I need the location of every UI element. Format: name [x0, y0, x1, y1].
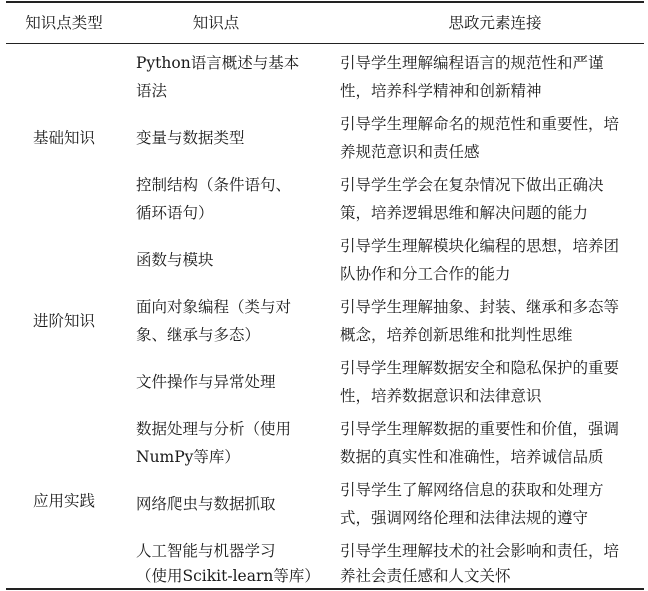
link-line: 策，培养逻辑思维和解决问题的能力 [340, 204, 589, 222]
point-line: 语法 [136, 82, 168, 100]
point-line: 函数与模块 [136, 251, 214, 269]
link-line: 养规范意识和责任感 [340, 143, 480, 161]
link-line: 引导学生理解命名的规范性和重要性，培 [340, 115, 620, 133]
header-point: 知识点 [192, 14, 240, 32]
point-line: NumPy等库） [136, 448, 240, 466]
top-rule [6, 1, 644, 3]
bottom-rule [6, 588, 644, 590]
category-basic: 基础知识 [32, 129, 95, 147]
ideology-table [6, 0, 644, 591]
category-applied: 应用实践 [32, 492, 95, 510]
point-line: 循环语句） [136, 204, 214, 222]
link-line: 引导学生学会在复杂情况下做出正确决 [340, 176, 604, 194]
category-advanced: 进阶知识 [32, 312, 95, 330]
point-line: 面向对象编程（类与对 [136, 298, 292, 316]
point-line: 人工智能与机器学习 [136, 542, 276, 560]
link-line: 引导学生了解网络信息的获取和处理方 [340, 481, 604, 499]
link-line: 引导学生理解数据的重要性和价值，强调 [340, 420, 620, 438]
header-link: 思政元素连接 [448, 14, 542, 32]
link-line: 式，强调网络伦理和法律法规的遵守 [340, 509, 589, 527]
point-line: 变量与数据类型 [136, 129, 245, 147]
link-line: 性，培养科学精神和创新精神 [340, 82, 542, 100]
link-line: 引导学生理解技术的社会影响和责任，培 [340, 542, 620, 560]
link-line: 引导学生理解模块化编程的思想，培养团 [340, 237, 620, 255]
link-line: 引导学生理解抽象、封装、继承和多态等 [340, 298, 620, 316]
point-line: （使用Scikit-learn等库） [136, 567, 320, 585]
point-line: 网络爬虫与数据抓取 [136, 495, 276, 513]
point-line: 文件操作与异常处理 [136, 373, 276, 391]
link-line: 引导学生理解数据安全和隐私保护的重要 [340, 359, 620, 377]
point-line: Python语言概述与基本 [136, 54, 300, 72]
header-type: 知识点类型 [25, 14, 103, 32]
link-line: 引导学生理解编程语言的规范性和严谨 [340, 54, 604, 72]
point-line: 数据处理与分析（使用 [136, 420, 292, 438]
link-line: 养社会责任感和人文关怀 [340, 567, 511, 585]
link-line: 数据的真实性和准确性，培养诚信品质 [340, 448, 604, 466]
link-line: 队协作和分工合作的能力 [340, 265, 511, 283]
point-line: 控制结构（条件语句、 [136, 176, 292, 194]
point-line: 象、继承与多态） [136, 326, 261, 344]
link-line: 概念，培养创新思维和批判性思维 [340, 326, 573, 344]
link-line: 性，培养数据意识和法律意识 [340, 387, 542, 405]
header-rule [6, 43, 644, 44]
